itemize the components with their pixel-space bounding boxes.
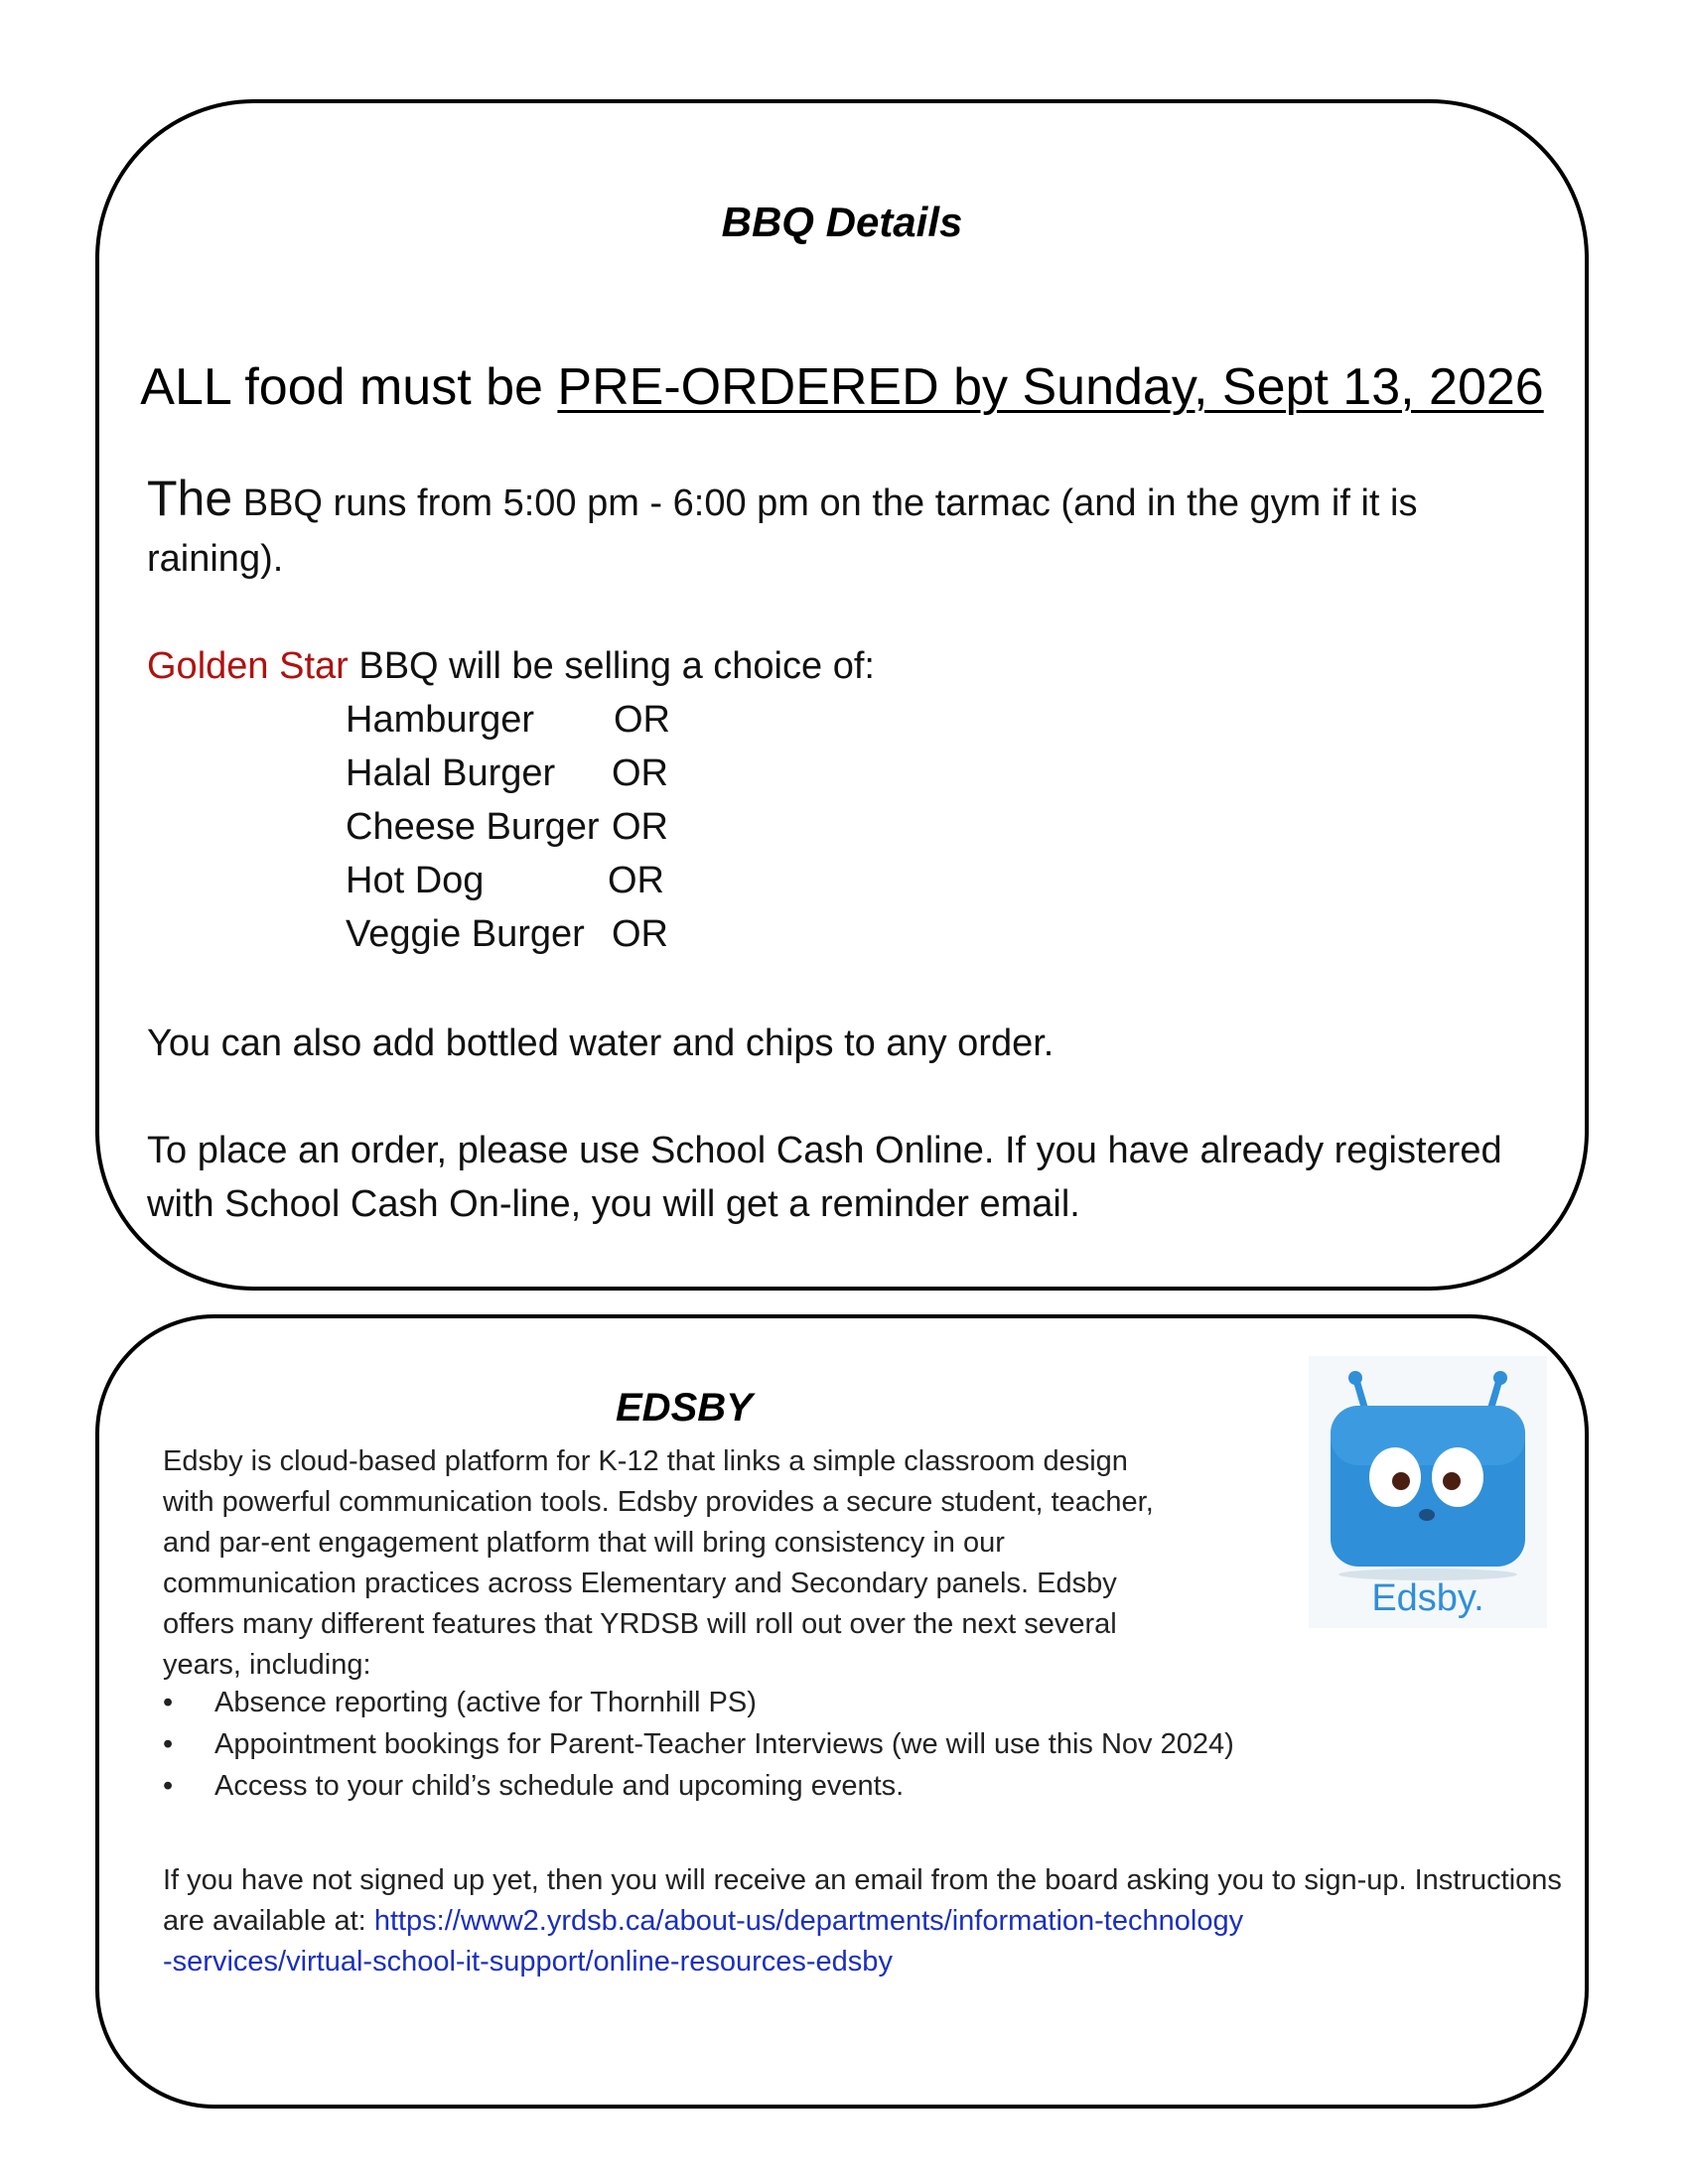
menu-item-name: Hamburger bbox=[346, 699, 535, 741]
seller-line bbox=[147, 639, 875, 693]
menu-item-name: Halal Burger bbox=[346, 752, 556, 794]
menu-item bbox=[346, 693, 670, 747]
instructions-link[interactable]: https://www2.yrdsb.ca/about-us/departments/information-technology bbox=[373, 1905, 1244, 1937]
edsby-logo-text: Edsby. bbox=[1371, 1577, 1484, 1619]
bullet-icon: • bbox=[163, 1687, 174, 1718]
runs-the-word: The bbox=[147, 471, 233, 526]
signup-instructions bbox=[163, 1860, 1573, 1942]
menu-item bbox=[346, 747, 668, 800]
addons-note: You can also add bottled water and chips to any order. bbox=[147, 1023, 1055, 1064]
list-item bbox=[163, 1765, 1234, 1807]
edsby-panel bbox=[95, 1314, 1589, 2109]
menu-item bbox=[346, 800, 668, 854]
edsby-feature-list bbox=[163, 1682, 1234, 1807]
bbq-time-location bbox=[147, 471, 1557, 587]
menu-item-or: OR bbox=[608, 860, 664, 901]
runs-text: BBQ runs from 5:00 pm - 6:00 pm on the tarmac (and in the gym if it is raining). bbox=[147, 482, 1418, 580]
bullet-icon: • bbox=[163, 1728, 174, 1760]
bbq-details-panel bbox=[95, 99, 1589, 1291]
edsby-robot-icon bbox=[1309, 1356, 1547, 1628]
menu-item-or: OR bbox=[614, 699, 670, 741]
bbq-title: BBQ Details bbox=[721, 199, 963, 245]
edsby-description: Edsby is cloud-based platform for K-12 that links a simple classroom design with powerful communication tools. Edsby provides a secure student, teacher, and par-ent engagement platform that will bring consistency in our communication practices across Elementary and Secondary panels. Edsby offers many different features that YRDSB will roll out over the next several years, including: bbox=[163, 1445, 1154, 1681]
bullet-icon: • bbox=[163, 1770, 174, 1802]
menu-item-or: OR bbox=[612, 806, 668, 848]
seller-name: Golden Star bbox=[147, 645, 349, 687]
order-instructions: To place an order, please use School Cash Online. If you have already registered with School Cash On-line, you will get a reminder email. bbox=[147, 1130, 1502, 1225]
menu-item-name: Hot Dog bbox=[346, 860, 485, 901]
preorder-notice bbox=[99, 357, 1585, 417]
menu-item bbox=[346, 907, 668, 961]
instructions-link-continued[interactable]: -services/virtual-school-it-support/online-resources-edsby bbox=[163, 1946, 893, 1978]
seller-text: BBQ will be selling a choice of: bbox=[348, 645, 875, 687]
list-item-text: Appointment bookings for Parent-Teacher Interviews (we will use this Nov 2024) bbox=[214, 1728, 1234, 1760]
preorder-deadline: PRE-ORDERED by Sunday, Sept 13, 2026 bbox=[557, 358, 1544, 416]
menu-item-name: Veggie Burger bbox=[346, 913, 585, 955]
edsby-logo bbox=[1309, 1356, 1547, 1628]
menu-item-or: OR bbox=[612, 913, 668, 955]
menu-item-name: Cheese Burger bbox=[346, 806, 600, 848]
list-item bbox=[163, 1682, 1234, 1723]
menu-item bbox=[346, 854, 664, 907]
preorder-prefix: ALL food must be bbox=[140, 358, 558, 416]
edsby-title: EDSBY bbox=[616, 1386, 753, 1430]
menu-item-or: OR bbox=[612, 752, 668, 794]
list-item-text: Absence reporting (active for Thornhill PS) bbox=[214, 1687, 757, 1718]
list-item bbox=[163, 1723, 1234, 1765]
list-item-text: Access to your child’s schedule and upcoming events. bbox=[214, 1770, 905, 1802]
signup-text: If you have not signed up yet, then you will receive an email from the board asking you to sign-up. Instructions are available at: bbox=[163, 1864, 1562, 1937]
